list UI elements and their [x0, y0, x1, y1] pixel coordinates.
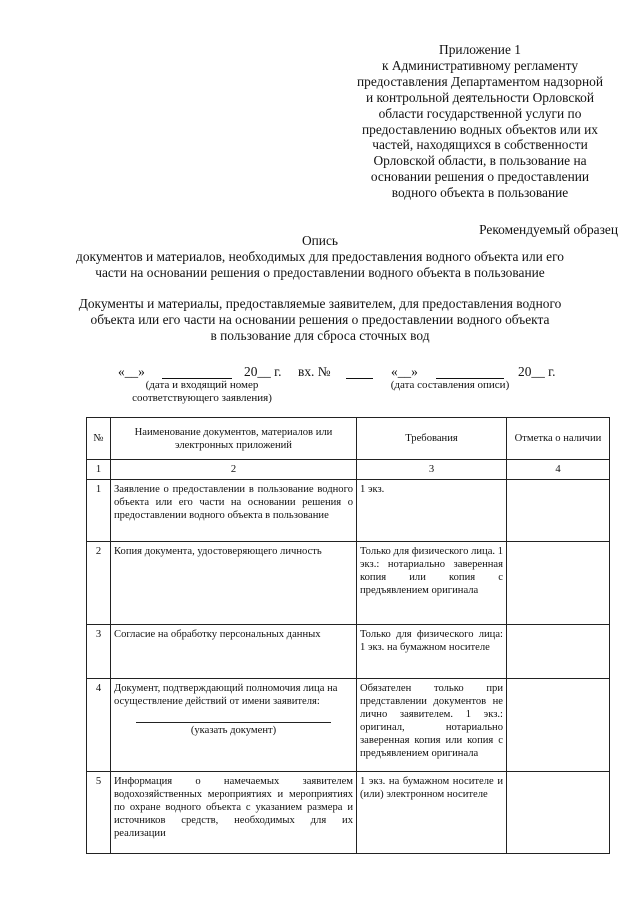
- table-row: [87, 772, 610, 854]
- row-num: 4: [87, 679, 111, 772]
- year-2: 20__ г.: [518, 364, 556, 379]
- subtitle-line: Документы и материалы, предоставляемые заявителем, для предоставления водного: [78, 296, 562, 311]
- row-num: 2: [87, 542, 111, 625]
- header-mark: Отметка о наличии: [507, 418, 610, 460]
- header-line: предоставления Департаментом надзорной: [356, 73, 604, 89]
- header-line: и контрольной деятельности Орловской: [365, 89, 595, 105]
- incoming-number-label: вх. №: [298, 364, 331, 379]
- year-1: 20__ г.: [244, 364, 282, 379]
- row-requirements: Обязателен только при представлении документов не лично заявителем. 1 экз.: оригинал, нотариально заверенная копия или копия с предъявлением оригинала: [357, 679, 507, 772]
- title-word: Опись: [301, 233, 339, 248]
- row-name: Согласие на обработку персональных данных: [111, 625, 357, 679]
- title-line: документов и материалов, необходимых для предоставления водного объекта или его: [76, 248, 564, 264]
- row-requirements: 1 экз. на бумажном носителе и (или) электронном носителе: [357, 772, 507, 854]
- col-number: 1: [87, 460, 111, 480]
- row-name: Документ, подтверждающий полномочия лица на осуществление действий от имени заявителя:: [114, 683, 338, 707]
- header-num: №: [87, 418, 111, 460]
- table-row: [87, 625, 610, 679]
- row-requirements: 1 экз.: [357, 480, 507, 542]
- date-day-1: «__»: [118, 364, 145, 379]
- row-num: 3: [87, 625, 111, 679]
- row-name-cell: [111, 679, 357, 772]
- header-line: частей, находящихся в собственности: [372, 137, 588, 153]
- header-name: Наименование документов, материалов или электронных приложений: [111, 418, 357, 460]
- row-requirements: Только для физического лица. 1 экз.: нотариально заверенная копия или копия с предъявлением оригинала: [357, 542, 507, 625]
- row-mark: [507, 625, 610, 679]
- table-row: [87, 542, 610, 625]
- date-day-2: «__»: [391, 364, 418, 379]
- header-line: основании решения о предоставлении: [370, 169, 590, 185]
- table-header-row: [87, 418, 610, 460]
- header-line: водного объекта в пользование: [391, 185, 569, 201]
- row-name: Информация о намечаемых заявителем водохозяйственных мероприятиях и мероприятиях по охране водного объекта с указанием размера и источников средств, необходимых для их реализации: [111, 772, 357, 854]
- table-row: [87, 480, 610, 542]
- row-name: Заявление о предоставлении в пользование водного объекта или его части на основании решения о предоставлении водного объекта в пользование: [111, 480, 357, 542]
- caption-right: (дата составления описи): [390, 379, 510, 391]
- header-line: к Административному регламенту: [381, 57, 579, 73]
- col-number: 3: [357, 460, 507, 480]
- row-mark: [507, 679, 610, 772]
- row-mark: [507, 542, 610, 625]
- row-requirements: Только для физического лица: 1 экз. на бумажном носителе: [357, 625, 507, 679]
- table-row: [87, 679, 610, 772]
- caption-left: (дата и входящий номер соответствующего заявления): [132, 379, 272, 404]
- header-line: Орловской области, в пользование на: [373, 153, 587, 169]
- header-line: области государственной услуги по: [378, 105, 582, 121]
- row-mark: [507, 772, 610, 854]
- col-number: 4: [507, 460, 610, 480]
- incoming-number-line: [346, 378, 373, 379]
- specify-document-hint: (указать документ): [136, 722, 331, 737]
- subtitle-line: объекта или его части на основании решения о предоставлении водного объекта: [90, 311, 550, 327]
- appendix-header: [330, 42, 630, 201]
- header-line: Приложение 1: [439, 42, 521, 57]
- row-name: Копия документа, удостоверяющего личность: [111, 542, 357, 625]
- documents-table: [86, 417, 610, 854]
- sample-label: Рекомендуемый образец: [479, 222, 618, 237]
- document-title: [0, 233, 640, 281]
- document-subtitle: [0, 296, 640, 344]
- col-number: 2: [111, 460, 357, 480]
- column-number-row: [87, 460, 610, 480]
- subtitle-line: в пользование для сброса сточных вод: [210, 327, 430, 343]
- header-requirements: Требования: [357, 418, 507, 460]
- row-num: 5: [87, 772, 111, 854]
- row-mark: [507, 480, 610, 542]
- row-num: 1: [87, 480, 111, 542]
- title-line: части на основании решения о предоставлении водного объекта в пользование: [95, 264, 545, 280]
- header-line: предоставлению водных объектов или их: [361, 121, 599, 137]
